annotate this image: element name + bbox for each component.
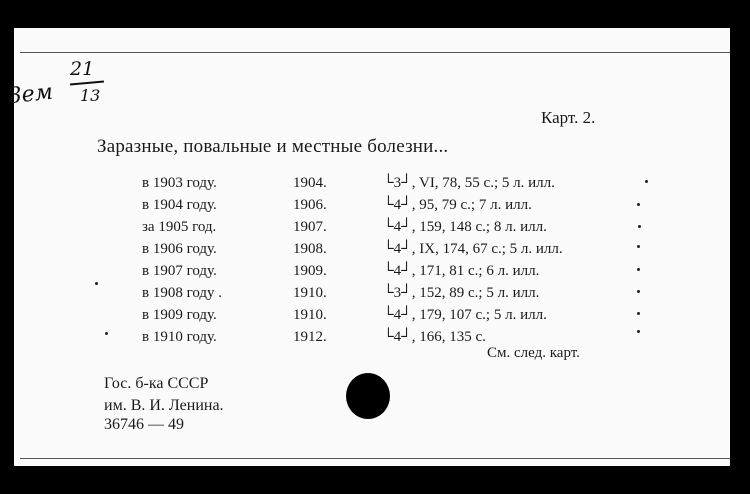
row-pub-year: 1910. [293,285,327,301]
margin-mark [637,312,640,315]
row-year-label: в 1908 году . [142,285,223,301]
handwritten-shelfmark [0,28,120,108]
margin-mark [637,330,640,333]
row-pub-year: 1912. [293,329,327,345]
margin-mark [638,225,641,228]
row-details: └4┘, 179, 107 с.; 5 л. илл. [383,307,547,323]
bottom-rule [20,458,730,459]
handwritten-denominator: 13 [80,86,101,105]
row-details: └4┘, 166, 135 с. [383,329,486,345]
margin-mark [637,290,640,293]
library-line-3: 36746 — 49 [104,416,184,433]
row-pub-year: 1909. [293,263,327,279]
row-year-label: в 1910 году. [142,329,217,345]
fraction-bar [70,81,104,86]
row-pub-year: 1906. [293,197,327,213]
row-details: └4┘, 95, 79 с.; 7 л. илл. [383,197,532,213]
row-year-label: в 1906 году. [142,241,217,257]
margin-mark [645,180,648,183]
library-line-2: им. В. И. Ленина. [104,397,224,414]
punch-hole [346,373,390,419]
row-pub-year: 1904. [293,175,327,191]
margin-mark [637,245,640,248]
margin-mark [95,282,98,285]
handwritten-text: Зем [6,79,55,110]
row-year-label: в 1903 году. [142,175,217,191]
card-title: Заразные, повальные и местные болезни... [97,136,449,157]
row-year-label: в 1904 году. [142,197,217,213]
row-details: └4┘, 171, 81 с.; 6 л. илл. [383,263,540,279]
row-details: └3┘, 152, 89 с.; 5 л. илл. [383,285,540,301]
row-year-label: в 1907 году. [142,263,217,279]
card-number: Карт. 2. [541,108,596,127]
see-next-card: См. след. карт. [487,345,580,361]
row-details: └3┘, VI, 78, 55 с.; 5 л. илл. [383,175,555,191]
margin-mark [105,332,108,335]
handwritten-numerator: 21 [70,58,95,80]
row-year-label: в 1909 году. [142,307,217,323]
row-year-label: за 1905 год. [142,219,217,235]
margin-mark [637,203,640,206]
library-line-1: Гос. б-ка СССР [104,375,209,392]
row-pub-year: 1908. [293,241,327,257]
row-pub-year: 1910. [293,307,327,323]
row-details: └4┘, IX, 174, 67 с.; 5 л. илл. [383,241,563,257]
top-rule [20,52,730,53]
margin-mark [637,268,640,271]
row-details: └4┘, 159, 148 с.; 8 л. илл. [383,219,547,235]
row-pub-year: 1907. [293,219,327,235]
